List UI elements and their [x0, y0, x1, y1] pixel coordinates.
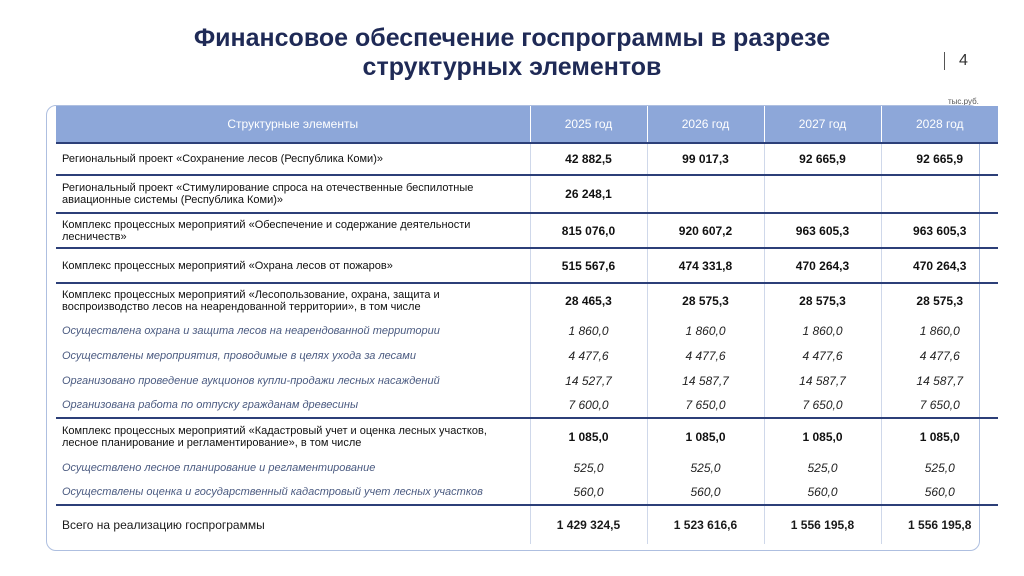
row-value-2026: 525,0: [647, 455, 764, 480]
row-label: Комплекс процессных мероприятий «Обеспечение и содержание деятельности лесничеств»: [56, 213, 530, 248]
row-value-2028: 470 264,3: [881, 248, 998, 283]
row-value-2027: 1 860,0: [764, 318, 881, 343]
row-label: Осуществлены оценка и государственный кадастровый учет лесных участков: [56, 480, 530, 505]
row-value-2025: 28 465,3: [530, 283, 647, 318]
header-2028: 2028 год: [881, 106, 998, 143]
row-value-2025: 560,0: [530, 480, 647, 505]
row-value-2028: 1 860,0: [919, 323, 960, 338]
row-value-2027: 1 085,0: [764, 418, 881, 455]
page-title: [100, 24, 924, 82]
row-value-2028: 92 665,9: [881, 143, 998, 175]
row-value-2028: 560,0: [924, 485, 955, 499]
title-line-2: структурных элементов: [362, 53, 662, 81]
row-value-2025: 1 429 324,5: [530, 505, 647, 544]
row-value-2026: 920 607,2: [647, 213, 764, 248]
row-value-2027: 28 575,3: [764, 283, 881, 318]
row-value-2027: 1 556 195,8: [764, 505, 881, 544]
row-value-2028: [881, 175, 998, 213]
table-row: [56, 393, 998, 418]
row-label: Региональный проект «Сохранение лесов (Республика Коми)»: [56, 143, 530, 175]
row-label: Осуществлено лесное планирование и регламентирование: [56, 455, 530, 480]
row-value-2026: 1 523 616,6: [647, 505, 764, 544]
row-value-2027: 525,0: [764, 455, 881, 480]
row-label: Организована работа по отпуску гражданам древесины: [56, 393, 530, 418]
row-label: Организовано проведение аукционов купли-продажи лесных насаждений: [56, 368, 530, 393]
row-value-2025: 14 527,7: [530, 368, 647, 393]
row-label: Региональный проект «Стимулирование спроса на отечественные беспилотные авиационные системы (Республика Коми)»: [56, 175, 530, 213]
row-value-2025: 1 860,0: [530, 318, 647, 343]
table-row: [56, 175, 998, 213]
row-value-2026: 1 085,0: [647, 418, 764, 455]
row-label: Всего на реализацию госпрограммы: [56, 505, 530, 544]
row-value-2025: 42 882,5: [530, 143, 647, 175]
table-row: [56, 283, 998, 318]
unit-label: тыс.руб.: [948, 97, 979, 106]
row-value-2025: 815 076,0: [530, 213, 647, 248]
table-row: [56, 418, 998, 455]
table-row: [56, 368, 998, 393]
row-value-2026: 14 587,7: [647, 368, 764, 393]
row-value-2027: 560,0: [764, 480, 881, 505]
row-value-2027: 470 264,3: [764, 248, 881, 283]
row-label: Комплекс процессных мероприятий «Лесопользование, охрана, защита и воспроизводство лесов на неарендованной территории», в том числе: [56, 283, 530, 318]
table-row: [56, 248, 998, 283]
row-value-2028: 7 650,0: [919, 398, 960, 412]
row-value-2028: 1 085,0: [881, 418, 998, 455]
row-value-2026: 1 860,0: [647, 318, 764, 343]
row-value-2028: 963 605,3: [881, 213, 998, 248]
table-row: [56, 213, 998, 248]
row-value-2026: 4 477,6: [647, 343, 764, 368]
table-row: [56, 455, 998, 480]
row-value-2026: 99 017,3: [647, 143, 764, 175]
table-row: [56, 143, 998, 175]
row-value-2027: 14 587,7: [764, 368, 881, 393]
table-row: [56, 480, 998, 505]
row-value-2027: 7 650,0: [764, 393, 881, 418]
table-header-row: [56, 106, 998, 143]
row-value-2025: 515 567,6: [530, 248, 647, 283]
row-value-2028: 28 575,3: [881, 283, 998, 318]
financing-table: [56, 106, 998, 544]
row-value-2027: [764, 175, 881, 213]
header-2027: 2027 год: [764, 106, 881, 143]
title-line-1: Финансовое обеспечение госпрограммы в разрезе: [193, 24, 831, 52]
row-value-2027: 92 665,9: [764, 143, 881, 175]
row-value-2027: 963 605,3: [764, 213, 881, 248]
row-value-2028: 1 556 195,8: [881, 505, 998, 544]
row-value-2025: 525,0: [530, 455, 647, 480]
table-row: [56, 318, 998, 343]
row-label: Комплекс процессных мероприятий «Охрана лесов от пожаров»: [56, 248, 530, 283]
header-structural-elements: Структурные элементы: [56, 106, 530, 143]
row-value-2026: 560,0: [647, 480, 764, 505]
row-value-2028: 14 587,7: [916, 373, 964, 388]
row-value-2026: 7 650,0: [647, 393, 764, 418]
row-value-2025: 4 477,6: [530, 343, 647, 368]
slide-number: 4: [944, 52, 968, 70]
row-value-2026: 474 331,8: [647, 248, 764, 283]
row-value-2025: 7 600,0: [530, 393, 647, 418]
row-label: Осуществлена охрана и защита лесов на неарендованной территории: [56, 318, 530, 343]
row-label: Осуществлены мероприятия, проводимые в целях ухода за лесами: [56, 343, 530, 368]
row-value-2026: 28 575,3: [647, 283, 764, 318]
table-row: [56, 505, 998, 544]
table-row: [56, 343, 998, 368]
row-value-2025: 26 248,1: [530, 175, 647, 213]
header-2025: 2025 год: [530, 106, 647, 143]
header-2026: 2026 год: [647, 106, 764, 143]
row-value-2026: [647, 175, 764, 213]
row-value-2027: 4 477,6: [764, 343, 881, 368]
row-value-2028: 525,0: [924, 460, 955, 475]
row-value-2025: 1 085,0: [530, 418, 647, 455]
row-label: Комплекс процессных мероприятий «Кадастровый учет и оценка лесных участков, лесное планирование и регламентирование», в том числе: [56, 418, 530, 455]
row-value-2028: 4 477,6: [919, 348, 960, 363]
